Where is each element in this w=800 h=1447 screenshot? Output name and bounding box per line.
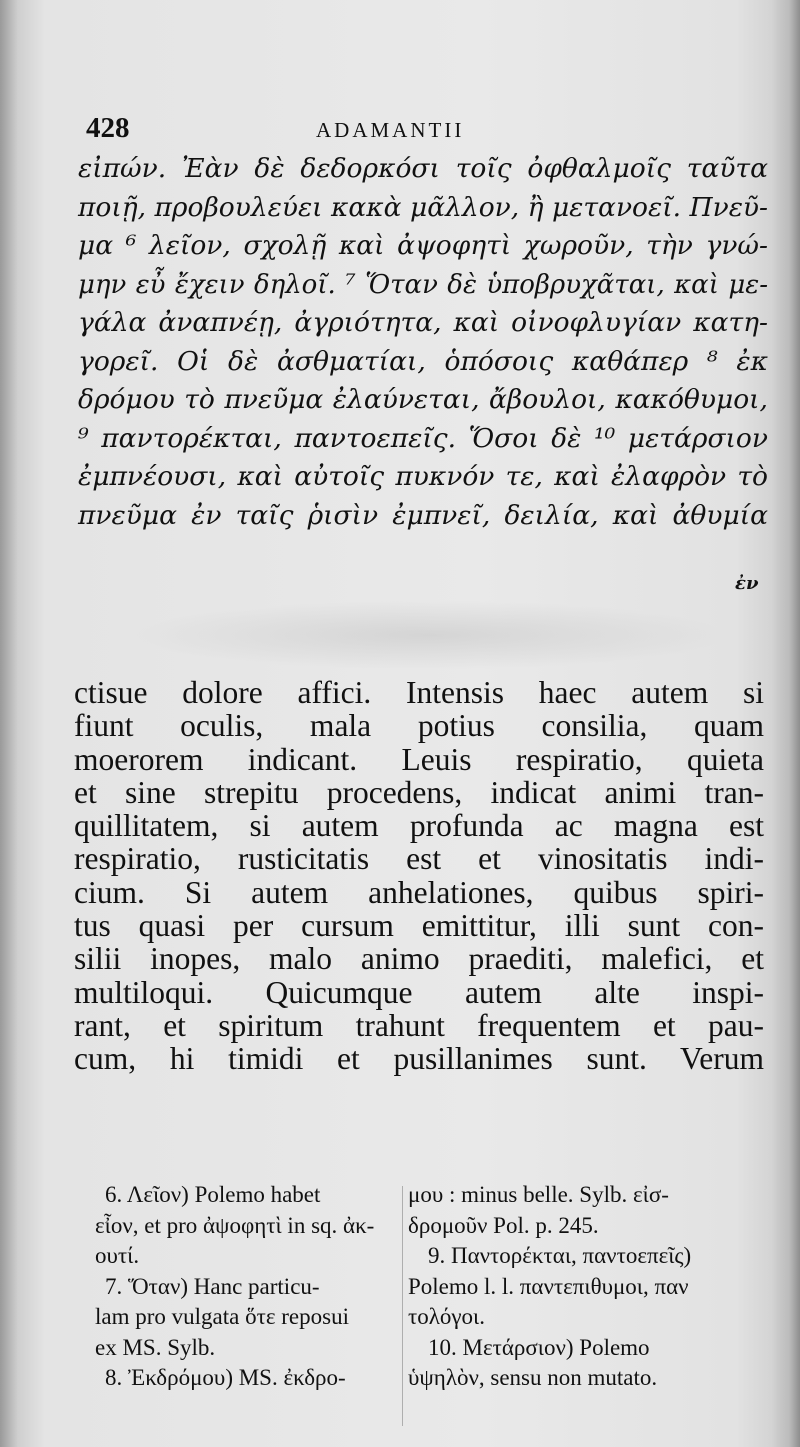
latin-line: et sine strepitu procedens, indicat animi tran- bbox=[74, 774, 764, 810]
footnote-line: ex MS. Sylb. bbox=[95, 1334, 216, 1360]
footnote-line: εἶον, et pro ἀψοφητὶ in sq. ἀκ- bbox=[95, 1212, 375, 1238]
greek-line: δρόμου τὸ πνεῦμα ἐλαύνεται, ἄβουλοι, κακόθυμοι, bbox=[78, 384, 768, 415]
latin-line: multiloqui. Quicumque autem alte inspi- bbox=[74, 974, 764, 1010]
footnote-line: 6. Λεῖον) Polemo habet bbox=[105, 1182, 321, 1207]
greek-line: ⁹ παντορέκται, παντοεπεῖς. Ὅσοι δὲ ¹⁰ μετάρσιον bbox=[78, 422, 768, 454]
running-head: ADAMANTII bbox=[316, 118, 465, 142]
footnote-line: μου : minus belle. Sylb. εἰσ- bbox=[408, 1182, 669, 1207]
greek-line: ποιῇ, προβουλεύει κακὰ μᾶλλον, ἢ μετανοεῖ. Πνεῦ- bbox=[78, 191, 768, 223]
footnote-line: lam pro vulgata ὅτε reposui bbox=[95, 1304, 349, 1329]
greek-line: γορεῖ. Οἱ δὲ ἀσθματίαι, ὁπόσοις καθάπερ ⁸ ἐκ bbox=[78, 345, 768, 377]
footnote-line: 9. Παντορέκται, παντοεπεῖς) bbox=[428, 1243, 692, 1268]
greek-text-block bbox=[78, 150, 768, 535]
latin-text-block bbox=[74, 676, 764, 1076]
footnote-line: Polemo l. l. παντεπιθυμοι, παν bbox=[408, 1273, 689, 1299]
footnote-line: ουτί. bbox=[95, 1243, 140, 1268]
footnote-line: τολόγοι. bbox=[408, 1304, 485, 1329]
footnotes-left-column bbox=[95, 1180, 400, 1394]
greek-line: μα ⁶ λεῖον, σχολῇ καὶ ἀψοφητὶ χωροῦν, τὴν γνώ- bbox=[78, 230, 768, 261]
page-header bbox=[86, 112, 766, 152]
latin-line: fiunt oculis, mala potius consilia, quam bbox=[74, 708, 764, 744]
greek-line: γάλα ἀναπνέῃ, ἀγριότητα, καὶ οἰνοφλυγίαν κατη- bbox=[78, 307, 768, 338]
latin-line: rant, et spiritum trahunt frequentem et pau- bbox=[74, 1007, 764, 1043]
latin-line: cium. Si autem anhelationes, quibus spiri- bbox=[74, 874, 764, 910]
latin-line: ctisue dolore affici. Intensis haec autem si bbox=[74, 675, 764, 710]
footnote-line: δρομοῦν Pol. p. 245. bbox=[408, 1212, 599, 1238]
latin-line: quillitatem, si autem profunda ac magna est bbox=[74, 808, 764, 844]
greek-line: μην εὖ ἔχειν δηλοῖ. ⁷ Ὅταν δὲ ὑποβρυχᾶται, καὶ με- bbox=[78, 269, 768, 300]
footnote-line: 7. Ὅταν) Hanc particu- bbox=[105, 1273, 320, 1299]
footnotes-right-column bbox=[408, 1180, 748, 1394]
latin-line: silii inopes, malo animo praediti, malefici, et bbox=[74, 941, 764, 977]
footnote-line: 8. Ἐκδρόμου) MS. ἐκδρο- bbox=[105, 1365, 346, 1390]
latin-line: tus quasi per cursum emittitur, illi sunt con- bbox=[74, 908, 764, 944]
greek-line: εἰπών. Ἐὰν δὲ δεδορκόσι τοῖς ὀφθαλμοῖς ταῦτα bbox=[78, 153, 768, 184]
page-number: 428 bbox=[86, 112, 130, 144]
latin-line: respiratio, rusticitatis est et vinositatis indi- bbox=[74, 841, 764, 877]
footnote-column-divider bbox=[402, 1186, 403, 1426]
footnotes bbox=[0, 1180, 800, 1440]
latin-line: cum, hi timidi et pusillanimes sunt. Verum bbox=[74, 1041, 764, 1077]
footnote-line: ὑψηλὸν, sensu non mutato. bbox=[408, 1365, 658, 1390]
greek-line: ἐμπνέουσι, καὶ αὐτοῖς πυκνόν τε, καὶ ἐλαφρὸν τὸ bbox=[78, 461, 768, 492]
bleed-through-shadow bbox=[130, 600, 730, 670]
greek-line: πνεῦμα ἐν ταῖς ῥισὶν ἐμπνεῖ, δειλία, καὶ ἀθυμία bbox=[78, 499, 768, 531]
footnote-line: 10. Μετάρσιον) Polemo bbox=[428, 1334, 650, 1360]
latin-line: moerorem indicant. Leuis respiratio, quieta bbox=[74, 741, 764, 777]
catchword: ἐν bbox=[735, 573, 759, 594]
